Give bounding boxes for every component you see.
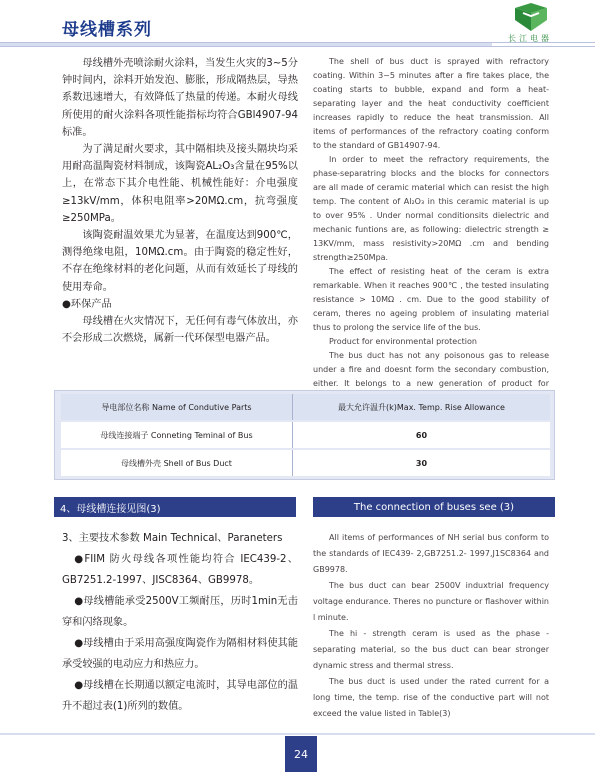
section-title-en: The connection of buses see (3) bbox=[313, 497, 555, 517]
en-paragraph: The effect of resisting heat of the ceram is extra remarkable. When it reaches 900℃ , the tested insulating resistance > 10MΩ . cm. Due to the good stability of ceram, theres no ageing problem of insulating material thus to prolong the service life of the bus. bbox=[313, 267, 549, 332]
header-stripe bbox=[0, 43, 492, 46]
en-paragraph: The shell of bus duct is sprayed with refractory coating. Within 3~5 minutes after a fire takes place, the coating starts to bubble, expand and form a heat-separating layer and the heat conductivity coefficient increases rapidly to reduce the heat transmission. All items of performances of the refractory coating conform to the standard of GB14907-94. bbox=[313, 57, 549, 150]
temperature-rise-table bbox=[54, 390, 555, 480]
zh-paragraph: 该陶瓷耐温效果尤为显著，在温度达到900℃，测得绝缘电阻，10MΩ.cm。由于陶瓷的稳定性好，不存在绝缘材料的老化问题，从而有效延长了母线的使用寿命。 bbox=[62, 230, 298, 293]
en-paragraph: The bus duct is used under the rated current for a long time, the temp. rise of the conductive part will not exceed the value listed in Table(3) bbox=[313, 677, 549, 718]
company-logo bbox=[493, 2, 567, 46]
table-cell-part: 母线连接端子 Conneting Teminal of Bus bbox=[61, 422, 293, 448]
series-title: 母线槽系列 bbox=[62, 20, 152, 40]
page-number: 24 bbox=[285, 736, 317, 772]
zh-bullet: ●FIIM 防火母线各项性能均符合 IEC439-2、GB7251.2-1997、JISC8364、GB9978。 bbox=[62, 554, 298, 586]
table-header-cell: 导电部位名称 Name of Condutive Parts bbox=[61, 394, 293, 420]
table-row bbox=[61, 422, 550, 448]
zh-subheading: ●环保产品 bbox=[62, 298, 112, 310]
zh-subheading: 3、主要技术参数 Main Technical、Paraneters bbox=[62, 533, 283, 544]
zh-bullet: ●母线槽由于采用高强度陶瓷作为隔相材料使其能承受较强的电动应力和热应力。 bbox=[62, 638, 298, 670]
en-paragraph: The hi - strength ceram is used as the phase - separating material, so the bus duct can bear stronger dynamic stress and thermal stress. bbox=[313, 629, 549, 670]
zh-bullet: ●母线槽在长期通以额定电流时，其导电部位的温升不超过表(1)所列的数值。 bbox=[62, 680, 298, 712]
english-column-bottom bbox=[313, 530, 549, 722]
zh-paragraph: 母线槽外壳喷涂耐火涂料，当发生火灾的3~5分钟时间内，涂料开始发泡、膨胀，形成隔热层，导热系数迅速增大，有效降低了热量的传递。本耐火母线所使用的耐火涂料各项性能指标均符合GBl4907-94标准。 bbox=[62, 58, 298, 138]
logo-text: 长江电器 bbox=[508, 34, 552, 43]
zh-bullet: ●母线槽能承受2500V工频耐压，历时1min无击穿和闪络现象。 bbox=[62, 596, 298, 628]
zh-paragraph: 为了满足耐火要求，其中隔相块及接头隔块均采用耐高温陶瓷材料制成，该陶瓷AL₂O₃含量在95%以上，在常态下其介电性能、机械性能好：介电强度≥13kV/mm，体积电阻率>20MΩ.cm，抗弯强度≥250MPa。 bbox=[62, 144, 298, 224]
logo-mark-icon bbox=[513, 2, 549, 32]
table-cell-value: 60 bbox=[415, 430, 428, 440]
table-header-cell: 最大允许温升(k)Max. Temp. Rise Allowance bbox=[338, 402, 505, 412]
page-header bbox=[0, 0, 595, 52]
table-header-row bbox=[61, 394, 550, 420]
en-paragraph: In order to meet the refractory requirements, the phase-separatring blocks and the blocks for connectors are all made of ceramic material which can resist the high temp. The content of Al₂O₃ in this ceramic material is up to over 95% . Under normal conditionsits dielectric and mechanic funtions are, as following: dielectric strength ≥ 13KV/mm, mass resistivity>20MΩ .cm and bending strength≥250Mpa. bbox=[313, 155, 549, 262]
en-paragraph: All items of performances of NH serial bus conform to the standards of IEC439- 2,GB7251.2- 1997,J1SC8364 and GB9978. bbox=[313, 533, 549, 574]
table-cell-value: 30 bbox=[415, 458, 428, 468]
en-subheading: Product for environmental protection bbox=[329, 337, 477, 346]
en-paragraph: The bus duct can bear 2500V induxtrial frequency voltage endurance. Theres no puncture or flashover within l minute. bbox=[313, 581, 549, 622]
footer-rule bbox=[0, 733, 595, 735]
chinese-column-top bbox=[62, 55, 298, 347]
zh-paragraph: 母线槽在火灾情况下，无任何有毒气体放出，亦不会形成二次燃烧，属新一代环保型电器产品。 bbox=[62, 316, 298, 345]
chinese-column-bottom bbox=[62, 528, 298, 717]
table-cell-part: 母线槽外壳 Shell of Bus Duct bbox=[61, 450, 293, 476]
table-row bbox=[61, 450, 550, 476]
english-column-top bbox=[313, 55, 549, 405]
section-title-zh: 4、母线槽连接见图(3) bbox=[54, 497, 296, 517]
en-paragraph: The bus duct has not any poisonous gas to release under a fire and doesnt form the secondary combustion, either. It belongs to a new generation of product for bbox=[313, 351, 549, 388]
